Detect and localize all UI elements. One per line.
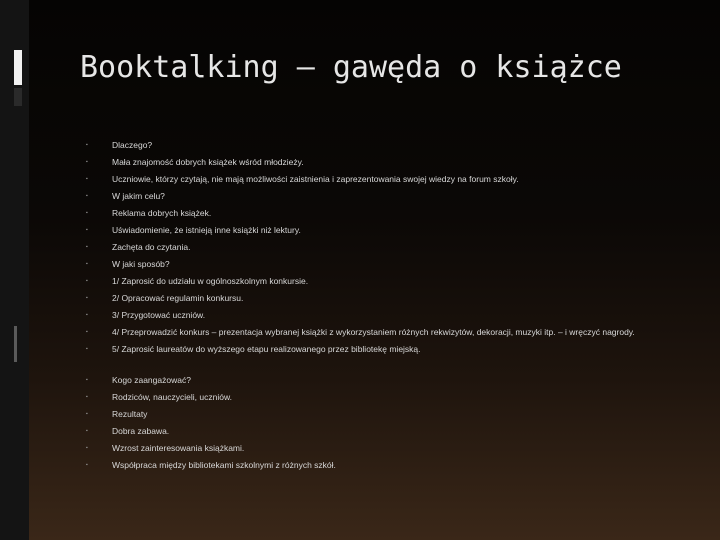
bullet-icon [86,311,90,320]
list-item-text: W jakim celu? [112,191,165,201]
list-item-text: 2/ Opracować regulamin konkursu. [112,293,244,303]
bullet-icon [86,461,90,470]
list-item-text: Uczniowie, którzy czytają, nie mają możliwości zaistnienia i zaprezentowania swojej wiedzy na forum szkoły. [112,174,519,184]
bullet-icon [86,294,90,303]
list-item-text: W jaki sposób? [112,259,170,269]
list-item [84,461,674,470]
list-item-text: 4/ Przeprowadzić konkurs – prezentacja wybranej książki z wykorzystaniem różnych rekwizytów, dekoracji, muzyki itp. – i wręczyć nagrody. [112,327,635,337]
list-item-text: Kogo zaangażować? [112,375,191,385]
list-item [84,175,674,184]
bullet-icon [86,226,90,235]
bullet-icon [86,427,90,436]
bullet-icon [86,410,90,419]
bullet-icon [86,345,90,354]
slide-title: Booktalking – gawęda o książce [80,50,622,85]
list-item-text: Reklama dobrych książek. [112,208,212,218]
list-item [84,328,674,337]
accent-mark-gray [14,326,17,362]
bullet-icon [86,243,90,252]
list-item [84,311,674,320]
list-item-text: Dobra zabawa. [112,426,170,436]
list-item [84,192,674,201]
bullet-icon [86,376,90,385]
list-item [84,277,674,286]
list-item-text: Dlaczego? [112,140,153,150]
list-item [84,158,674,167]
accent-mark-dark [14,88,22,106]
bullet-icon [86,444,90,453]
list-item-text: 1/ Zaprosić do udziału w ogólnoszkolnym konkursie. [112,276,309,286]
bullet-list [84,141,674,470]
list-item-text: Współpraca między bibliotekami szkolnymi z różnych szkół. [112,460,336,470]
list-item [84,141,674,150]
accent-mark-white [14,50,22,85]
list-item [84,393,674,402]
list-item [84,209,674,218]
list-item [84,260,674,269]
list-item [84,444,674,453]
list-item-text: Uświadomienie, że istnieją inne książki niż lektury. [112,225,301,235]
list-item-text: Wzrost zainteresowania książkami. [112,443,245,453]
list-item [84,410,674,419]
list-item-text: Rodziców, nauczycieli, uczniów. [112,392,233,402]
bullet-icon [86,158,90,167]
list-item-text: 3/ Przygotować uczniów. [112,310,206,320]
bullet-icon [86,141,90,150]
list-item [84,294,674,303]
bullet-icon [86,393,90,402]
bullet-icon [86,277,90,286]
bullet-icon [86,209,90,218]
bullet-icon [86,192,90,201]
bullet-icon [86,175,90,184]
list-item-text: Mała znajomość dobrych książek wśród młodzieży. [112,157,304,167]
list-item-text: 5/ Zaprosić laureatów do wyższego etapu realizowanego przez bibliotekę miejską. [112,344,421,354]
bullet-icon [86,260,90,269]
list-item [84,345,674,354]
list-item [84,427,674,436]
list-item [84,243,674,252]
list-item-text: Zachęta do czytania. [112,242,191,252]
bullet-icon [86,328,90,337]
list-item [84,226,674,235]
list-item [84,376,674,385]
list-item-text: Rezultaty [112,409,148,419]
